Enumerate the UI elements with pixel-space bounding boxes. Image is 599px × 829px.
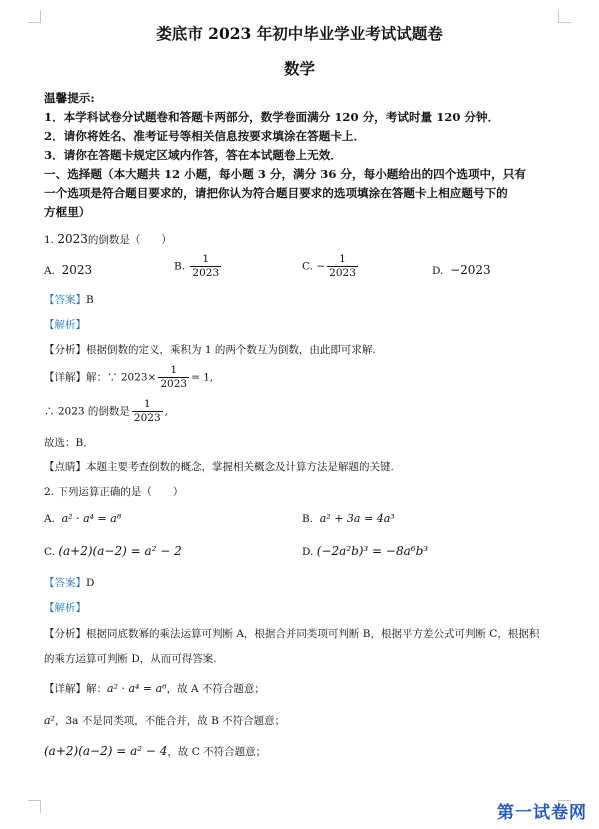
q1-expr: 2023 <box>57 232 88 246</box>
q1-text: 的倒数是（ ） <box>87 234 172 246</box>
exam-title: 娄底市 2023 年初中毕业学业考试试题卷 <box>156 24 443 43</box>
q2-analysis-tag: 【解析】 <box>44 602 86 614</box>
q2-step-2: a²，3a 不是同类项，不能合并，故 B 不符合题意； <box>44 714 286 727</box>
q1-fenxi: 【分析】根据倒数的定义，乘积为 1 的两个数互为倒数，由此即可求解. <box>44 344 376 356</box>
notice-item-1: 1．本学科试卷分试题卷和答题卡两部分，数学卷面满分 120 分，考试时量 120 分钟． <box>44 110 500 124</box>
q1-b-fraction: $\frac{1}{2023}$ <box>192 253 220 279</box>
section-line-2: 一个选项是符合题目要求的，请把你认为符合题目要求的选项填涂在答题卡上相应题号下的 <box>44 186 508 200</box>
q2-option-c: C. (a+2)(a−2) = a² − 2 <box>44 544 182 558</box>
q2-option-d: D. (−2a²b)³ = −8a⁶b³ <box>302 544 429 558</box>
q2-option-a: A. a² · a⁴ = a⁸ <box>44 512 122 525</box>
q1-option-c: C. − $\frac{1}{2023}$ <box>302 253 356 279</box>
q1-c-fraction: $\frac{1}{2023}$ <box>329 253 356 279</box>
q1-option-b: B. $\frac{1}{2023}$ <box>174 253 220 279</box>
q1-analysis-tag: 【解析】 <box>44 319 86 331</box>
notice-heading: 温馨提示: <box>44 91 95 105</box>
q1-option-a: A. 2023 <box>44 263 93 277</box>
q1-xiangjie: 【详解】解：∵ 2023× $\frac{1}{2023}$ = 1, <box>44 364 214 390</box>
notice-item-3: 3．请你在答题卡规定区域内作答，答在本试题卷上无效． <box>44 148 342 162</box>
q1-stem <box>44 232 172 247</box>
q1-answer: 【答案】B <box>44 294 94 306</box>
exam-subject: 数学 <box>283 59 315 78</box>
q1-dianjing: 【点睛】本题主要考查倒数的概念，掌握相关概念及计算方法是解题的关键. <box>44 461 394 473</box>
notice-item-2: 2．请你将姓名、准考证号等相关信息按要求填涂在答题卡上． <box>44 129 366 143</box>
q2-fenxi-line-1: 【分析】根据同底数幂的乘法运算可判断 A，根据合并同类项可判断 B，根据平方差公式可判断 C，根据积 <box>44 628 540 640</box>
q1-therefore: ∴ 2023 的倒数是 $\frac{1}{2023}$ , <box>44 398 168 424</box>
crop-mark-bottom-left <box>28 800 41 813</box>
q2-xiangjie: 【详解】解：a² · a⁴ = a⁶，故 A 不符合题意； <box>44 682 265 695</box>
section-line-3: 方框里） <box>44 205 91 219</box>
q2-answer: 【答案】D <box>44 577 95 589</box>
q2-step-3: (a+2)(a−2) = a² − 4，故 C 不符合题意； <box>44 744 267 758</box>
q2-stem: 2. 下列运算正确的是（ ） <box>44 486 184 498</box>
site-watermark: 第一试卷网 <box>497 803 587 823</box>
q1-option-d: D. −2023 <box>432 263 491 277</box>
q2-fenxi-line-2: 的乘方运算可判断 D，从而可得答案. <box>44 653 217 665</box>
q1-choose: 故选：B． <box>44 437 94 449</box>
q2-option-b: B. a² + 3a = 4a³ <box>302 512 395 525</box>
section-line-1: 一、选择题（本大题共 12 小题，每小题 3 分，满分 36 分，每小题给出的四个选项中，只有 <box>44 167 526 181</box>
q1-number: 1. <box>44 234 55 246</box>
